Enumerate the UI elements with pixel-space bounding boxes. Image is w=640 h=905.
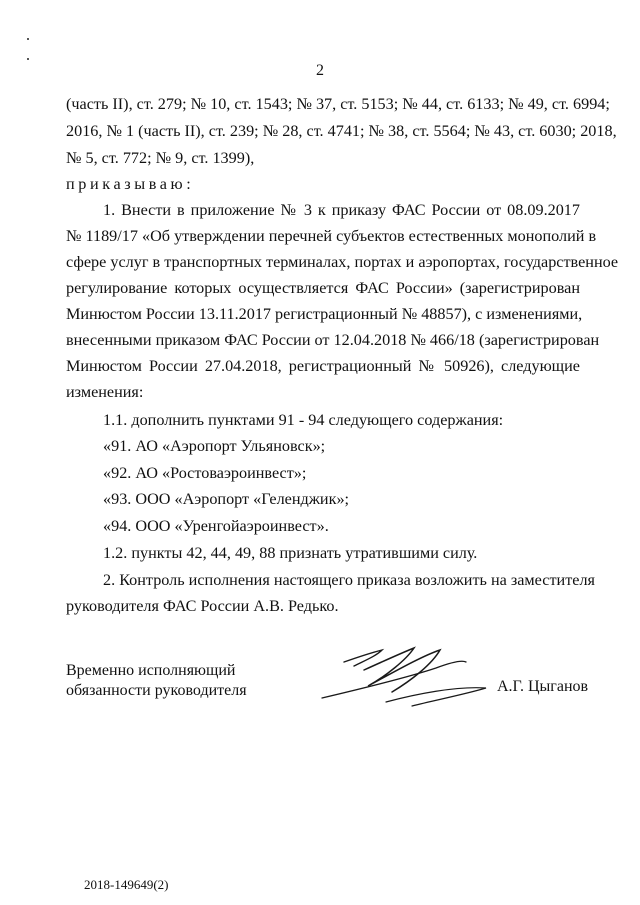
signatory-name: А.Г. Цыганов: [497, 678, 589, 695]
body-line: № 1189/17 «Об утверждении перечней субъектов естественных монополий в: [66, 227, 597, 245]
body-line: Минюстом России 13.11.2017 регистрационный № 48857), с изменениями,: [66, 305, 583, 323]
body-line: (часть II), ст. 279; № 10, ст. 1543; № 37, ст. 5153; № 44, ст. 6133; № 49, ст. 6994;: [66, 95, 610, 113]
body-line: руководителя ФАС России А.В. Редько.: [66, 597, 339, 615]
list-item: «92. АО «Ростоваэроинвест»;: [103, 464, 307, 482]
list-item: 1.2. пункты 42, 44, 49, 88 признать утратившими силу.: [103, 544, 478, 562]
body-line: № 5, ст. 772; № 9, ст. 1399),: [66, 149, 255, 167]
handwritten-signature: [316, 642, 496, 717]
document-id: 2018-149649(2): [84, 877, 169, 892]
body-line: сфере услуг в транспортных терминалах, портах и аэропортах, государственное: [66, 253, 619, 271]
list-item: «93. ООО «Аэропорт «Геленджик»;: [103, 490, 350, 508]
scan-speck: [27, 58, 29, 60]
order-keyword: приказываю:: [66, 175, 195, 193]
page-number: 2: [316, 62, 324, 79]
list-item: «94. ООО «Уренгойаэроинвест».: [103, 517, 329, 535]
body-line: 2. Контроль исполнения настоящего приказа возложить на заместителя: [103, 571, 595, 589]
body-line: 1. Внести в приложение № 3 к приказу ФАС России от 08.09.2017: [103, 201, 580, 219]
signatory-title-line2: обязанности руководителя: [66, 682, 247, 699]
list-item: «91. АО «Аэропорт Ульяновск»;: [103, 437, 326, 455]
list-item: 1.1. дополнить пунктами 91 - 94 следующего содержания:: [103, 411, 504, 429]
body-line: 2016, № 1 (часть II), ст. 239; № 28, ст. 4741; № 38, ст. 5564; № 43, ст. 6030; 2018,: [66, 122, 617, 140]
scan-speck: [27, 38, 29, 40]
body-line: внесенными приказом ФАС России от 12.04.2018 № 466/18 (зарегистрирован: [66, 331, 600, 349]
body-line: изменения:: [66, 383, 144, 401]
signatory-title-line1: Временно исполняющий: [66, 662, 236, 679]
body-line: Минюстом России 27.04.2018, регистрационный № 50926), следующие: [66, 357, 580, 375]
body-line: регулирование которых осуществляется ФАС России» (зарегистрирован: [66, 279, 580, 297]
